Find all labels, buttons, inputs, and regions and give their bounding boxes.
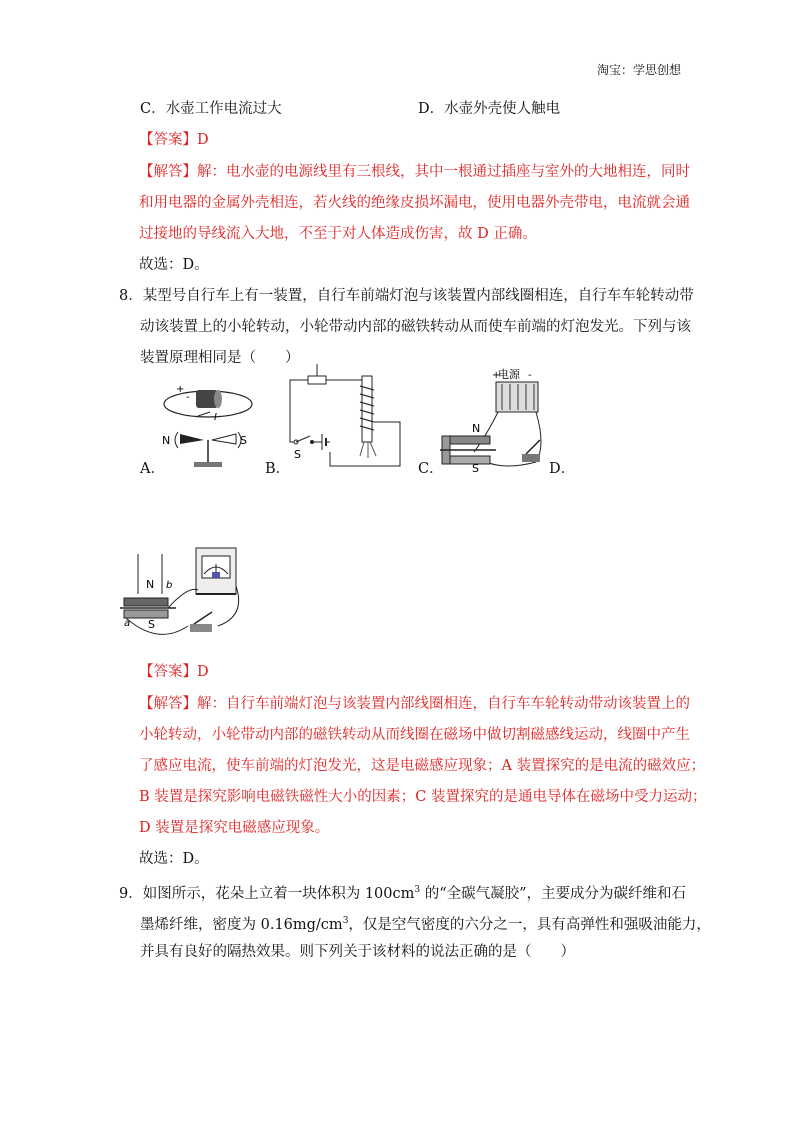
q9-stem-line-1: 9．如图所示，花朵上立着一块体积为 $100cm^3$ 的“全碳气凝胶”，主要成分为碳纤维和石: [119, 885, 687, 902]
label-c: C．: [418, 461, 444, 477]
fig-c-minus: -: [528, 370, 532, 381]
q7-choice: 故选：D。: [139, 257, 209, 273]
fig-a-n: N: [162, 434, 171, 447]
q9-stem-line-3: 并具有良好的隔热效果。则下列关于该材料的说法正确的是（ ）: [140, 944, 575, 960]
fig-d-a: a: [124, 618, 131, 629]
fig-d-s: S: [148, 618, 155, 631]
q7-answer: 【答案】D: [139, 132, 209, 148]
figure-d-induction: [118, 546, 248, 638]
page-header: 淘宝：学思创想: [597, 63, 682, 77]
fig-a-current: I: [214, 412, 217, 423]
label-a: A．: [140, 461, 165, 477]
q7-analysis-line-1: 【解答】解：电水壶的电源线里有三根线，其中一根通过插座与室外的大地相连，同时: [139, 164, 690, 180]
q8-analysis-line-3: 了感应电流，使车前端的灯泡发光，这是电磁感应现象；A 装置探究的是电流的磁效应；: [139, 758, 706, 774]
fig-d-n: N: [146, 578, 155, 591]
label-b: B．: [265, 461, 291, 477]
fig-a-s: S: [240, 434, 247, 447]
figure-a-oersted: [158, 378, 258, 470]
option-d: D．水壶外壳使人触电: [418, 101, 561, 117]
fig-a-plus: +: [176, 384, 185, 395]
fig-b-s: S: [294, 448, 301, 461]
q8-analysis-line-5: D 装置是探究电磁感应现象。: [139, 820, 330, 836]
q8-stem-line-2: 动该装置上的小轮转动，小轮带动内部的磁铁转动从而使车前端的灯泡发光。下列与该: [140, 319, 691, 335]
option-c: C．水壶工作电流过大: [140, 101, 282, 117]
q8-analysis-line-1: 【解答】解：自行车前端灯泡与该装置内部线圈相连，自行车车轮转动带动该装置上的: [139, 696, 690, 712]
q8-answer: 【答案】D: [139, 664, 209, 680]
fig-c-s: S: [472, 462, 479, 475]
fig-c-source: 电源: [498, 368, 520, 381]
fig-d-b: b: [166, 580, 173, 591]
q8-analysis-line-4: B 装置是探究影响电磁铁磁性大小的因素；C 装置探究的是通电导体在磁场中受力运动；: [139, 789, 707, 805]
q9-stem-line-2: 墨烯纤维，密度为 $0.16mg/cm^3$，仅是空气密度的六分之一，具有高弹性和强吸油能力，: [140, 916, 711, 933]
figure-c-motor-principle: [436, 366, 552, 476]
fig-c-n: N: [472, 422, 481, 435]
q8-stem-line-1: 8．某型号自行车上有一装置，自行车前端灯泡与该装置内部线圈相连，自行车车轮转动带: [119, 288, 694, 304]
q8-analysis-line-2: 小轮转动，小轮带动内部的磁铁转动从而线圈在磁场中做切割磁感线运动，线圈中产生: [139, 727, 690, 743]
q8-stem-line-3: 装置原理相同是（ ）: [140, 350, 300, 366]
label-d: D．: [549, 461, 576, 477]
q7-analysis-line-2: 和用电器的金属外壳相连，若火线的绝缘皮损坏漏电，使用电器外壳带电，电流就会通: [139, 195, 690, 211]
fig-c-plus: +: [492, 370, 501, 381]
figure-b-electromagnet: [282, 362, 404, 470]
fig-a-minus: -: [186, 392, 190, 403]
q7-analysis-line-3: 过接地的导线流入大地，不至于对人体造成伤害，故 D 正确。: [139, 226, 537, 242]
q8-choice: 故选：D。: [139, 851, 209, 867]
